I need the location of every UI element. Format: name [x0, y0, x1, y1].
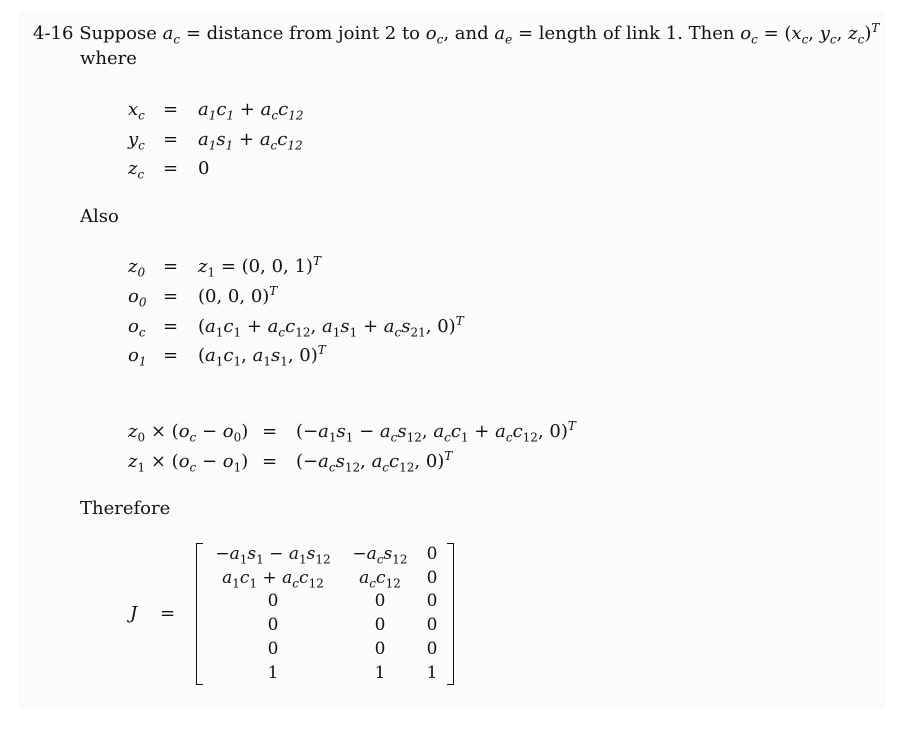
matrix-cell: 0: [374, 615, 386, 635]
problem-number: 4-16: [33, 23, 74, 44]
matrix-cell: $a_cc_{12}$: [359, 568, 401, 591]
matrix-cell: 1: [267, 663, 279, 683]
matrix-cell: 0: [426, 591, 438, 611]
matrix-cell: 0: [267, 591, 279, 611]
matrix-cell: 0: [426, 639, 438, 659]
equation-term: $z_c$: [128, 158, 145, 182]
equation-term: $o_c$: [128, 316, 146, 340]
equation-term: ($a_1c_1$, $a_1s_1$, 0)$^T$: [198, 343, 326, 369]
left-bracket: [196, 543, 203, 685]
matrix-cell: 0: [426, 568, 438, 588]
right-bracket: [447, 543, 454, 685]
matrix-cell: $a_1c_1 + a_cc_{12}$: [222, 568, 324, 591]
problem-statement: 4-16 Suppose $a_c$ = distance from joint 2 to $o_c$, and $a_e$ = length of link 1. Then $o_c = (x_c$, $y_c$, $z_c)^T$: [33, 21, 880, 47]
equation-term: $o_1$: [128, 345, 147, 369]
where-text: where: [80, 48, 137, 69]
matrix-cell: 0: [267, 639, 279, 659]
also-text: Also: [80, 206, 119, 227]
equation-term: 0: [198, 158, 210, 179]
equation-term: $a_1c_1 + a_cc_{12}$: [198, 99, 304, 123]
matrix-cell: 1: [426, 663, 438, 683]
matrix-cell: $-a_cs_{12}$: [352, 544, 408, 567]
matrix-cell: 0: [374, 639, 386, 659]
equation-term: ($-a_1s_1 - a_cs_{12}$, $a_cc_1 + a_cc_{12}$, 0)$^T$: [296, 419, 576, 445]
jacobian-equals: =: [160, 603, 176, 624]
jacobian-matrix: [196, 543, 454, 685]
matrix-cell: 0: [426, 544, 438, 564]
matrix-cell: 0: [426, 615, 438, 635]
equation-term: $z_1 \times (o_c - o_1)$: [128, 451, 249, 475]
equation-term: =: [163, 99, 179, 120]
equation-term: $a_1s_1 + a_cc_{12}$: [198, 129, 303, 153]
equation-term: =: [262, 451, 278, 472]
equation-term: =: [163, 316, 179, 337]
matrix-cell: 1: [374, 663, 386, 683]
equation-term: $z_0$: [128, 256, 146, 280]
matrix-cell: $-a_1s_1 - a_1s_{12}$: [215, 544, 331, 567]
equation-term: =: [163, 158, 179, 179]
equation-term: $z_1 = (0$, 0, 1)$^T$: [198, 254, 321, 280]
equation-term: =: [163, 345, 179, 366]
equation-term: $z_0 \times (o_c - o_0)$: [128, 421, 249, 445]
equation-term: =: [163, 256, 179, 277]
therefore-text: Therefore: [80, 498, 171, 519]
matrix-cell: 0: [267, 615, 279, 635]
jacobian-symbol: J: [130, 603, 138, 624]
equation-term: $x_c$: [128, 99, 145, 123]
equation-term: $y_c$: [128, 129, 145, 153]
equation-term: =: [262, 421, 278, 442]
equation-term: =: [163, 129, 179, 150]
equation-term: $o_0$: [128, 286, 147, 310]
equation-term: ($-a_cs_{12}$, $a_cc_{12}$, 0)$^T$: [296, 449, 453, 475]
matrix-cell: 0: [374, 591, 386, 611]
equation-term: =: [163, 286, 179, 307]
equation-term: (0, 0, 0)$^T$: [198, 284, 278, 307]
equation-term: ($a_1c_1 + a_cc_{12}$, $a_1s_1 + a_cs_{21}$, 0)$^T$: [198, 314, 464, 340]
